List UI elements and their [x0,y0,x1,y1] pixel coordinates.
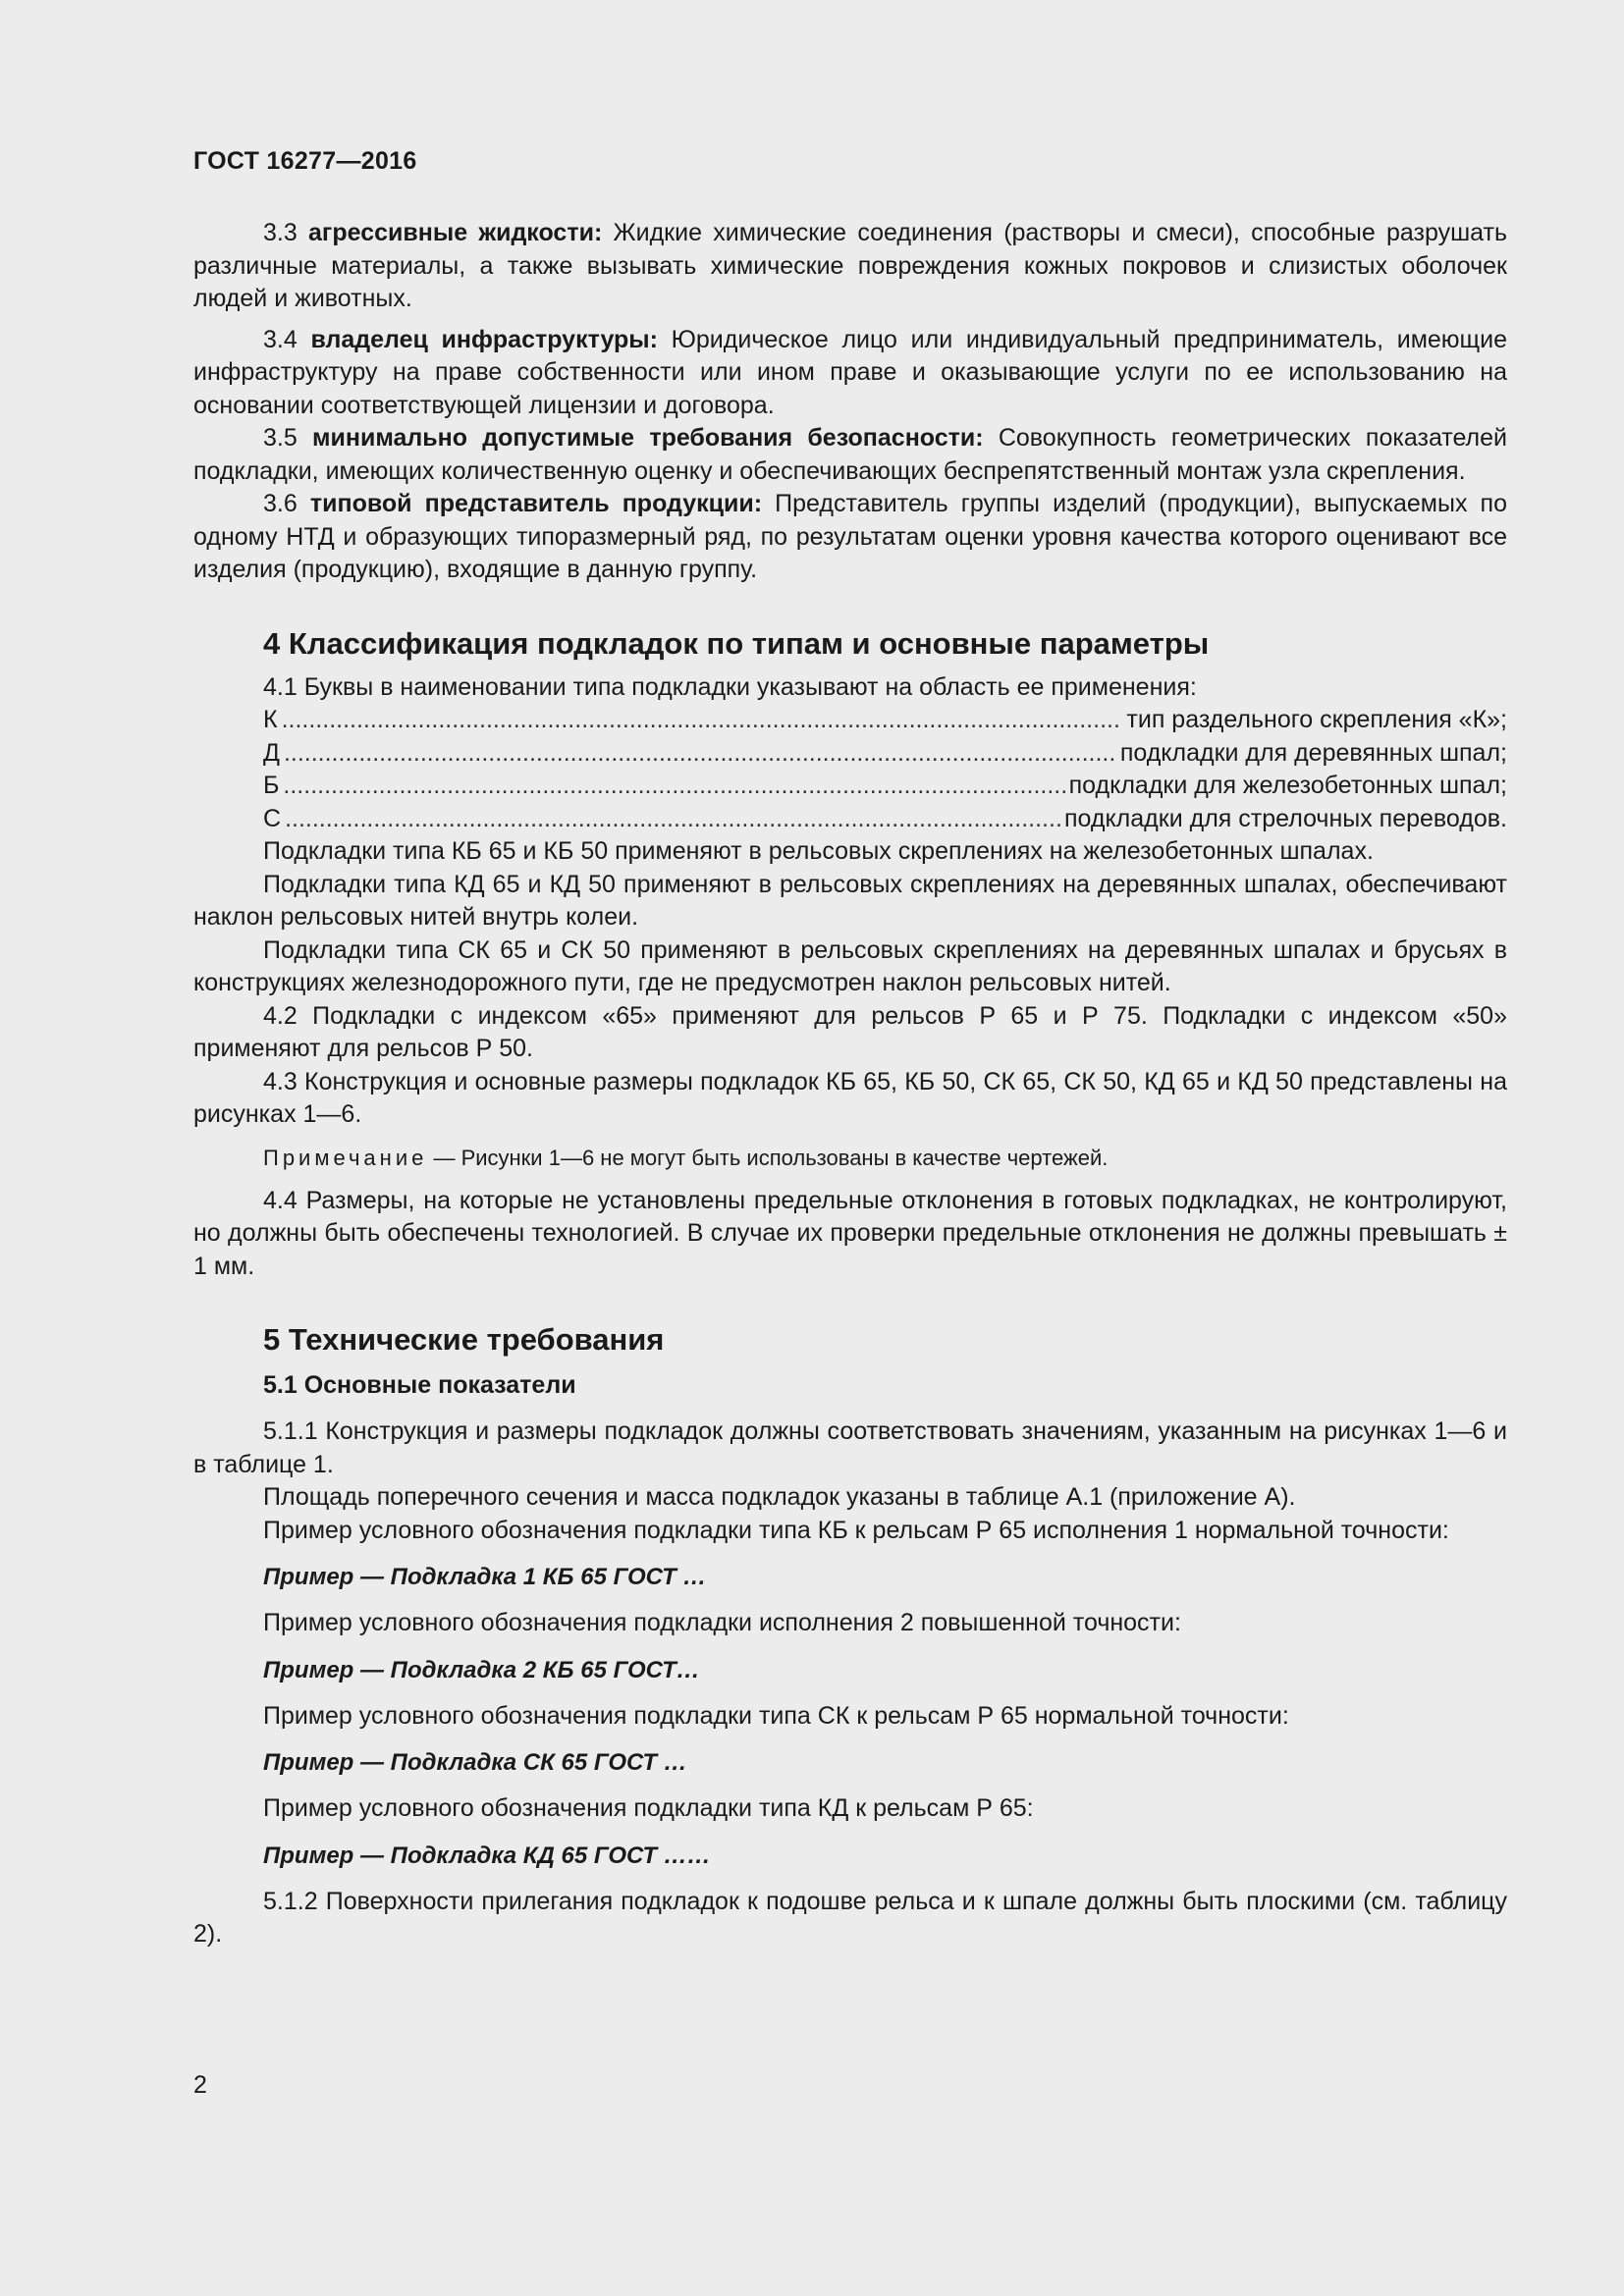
letter-row-d: Д ..... подкладки для деревянных шпал; [193,737,1507,771]
letter-row-b: Б ..... подкладки для железобетонных шпал; [193,770,1507,803]
example-1: Пример — Подкладка 1 КБ 65 ГОСТ … [263,1564,707,1590]
note-label: Примечание [263,1145,428,1170]
note [193,1144,1507,1173]
subsection-5-1-title: 5.1 Основные показатели [263,1371,576,1399]
para-4-4: 4.4 Размеры, на которые не установлены предельные отклонения в готовых подкладках, не контролируют, но должны быть обеспечены технологией. В случае их проверки предельные отклонения не должны превышать ± 1 мм. [193,1186,1507,1280]
term-3-5: 3.5 минимально допустимые требования безопасности: Совокупность геометрических показателей подкладки, имеющих количественную оценку и обеспечивающих беспрепятственный монтаж узла скрепления. [193,424,1508,485]
para-4-1: 4.1 Буквы в наименовании типа подкладки указывают на область ее применения: [263,672,1197,701]
section-4-title: 4 Классификация подкладок по типам и основные параметры [263,625,1210,661]
example-2: Пример — Подкладка 2 КБ 65 ГОСТ… [263,1656,700,1683]
document-header: ГОСТ 16277—2016 [193,147,417,175]
term-3-4: 3.4 владелец инфраструктуры: Юридическое лицо или индивидуальный предприниматель, имеющие инфраструктуру на праве собственности или ином праве и оказывающие услуги по ее использованию на основании соответствующей лицензии и договора. [193,325,1507,419]
para-4-3: 4.3 Конструкция и основные размеры подкладок КБ 65, КБ 50, СК 65, СК 50, КД 65 и КД 50 представлены на рисунках 1—6. [193,1067,1507,1128]
section-5-title: 5 Технические требования [263,1322,665,1357]
para-area: Площадь поперечного сечения и масса подкладок указаны в таблице А.1 (приложение А). [263,1483,1296,1511]
para-example-3-intro: Пример условного обозначения подкладки типа СК к рельсам Р 65 нормальной точности: [263,1701,1289,1730]
term-3-3: 3.3 агрессивные жидкости: Жидкие химические соединения (растворы и смеси), способные разрушать различные материалы, а также вызывать химические повреждения кожных покровов и слизистых оболочек людей и животных. [193,219,1507,312]
para-sk: Подкладки типа СК 65 и СК 50 применяют в рельсовых скреплениях на деревянных шпалах и брусьях в конструкциях железнодорожного пути, где не предусмотрен наклон рельсовых нитей. [193,935,1507,996]
example-4: Пример — Подкладка КД 65 ГОСТ …… [263,1842,711,1869]
para-kd: Подкладки типа КД 65 и КД 50 применяют в рельсовых скреплениях на деревянных шпалах, обеспечивают наклон рельсовых нитей внутрь колеи. [193,870,1507,931]
document-page [193,147,1507,2110]
letter-row-s: С ..... подкладки для стрелочных переводов. [193,803,1507,836]
para-5-1-1: 5.1.1 Конструкция и размеры подкладок должны соответствовать значениям, указанным на рисунках 1—6 и в таблице 1. [193,1417,1507,1478]
term-3-6: 3.6 типовой представитель продукции: Представитель группы изделий (продукции), выпускаемых по одному НТД и образующих типоразмерный ряд, по результатам оценки уровня качества которого оценивают все изделия (продукцию), входящие в данную группу. [193,490,1507,583]
para-example-2-intro: Пример условного обозначения подкладки исполнения 2 повышенной точности: [263,1609,1181,1636]
example-3: Пример — Подкладка СК 65 ГОСТ … [263,1749,687,1776]
para-example-4-intro: Пример условного обозначения подкладки типа КД к рельсам Р 65: [263,1794,1034,1822]
letter-row-k: К ..... тип раздельного скрепления «К»; [193,704,1507,737]
para-5-1-2: 5.1.2 Поверхности прилегания подкладок к подошве рельса и к шпале должны быть плоскими (см. таблицу 2). [193,1887,1507,1948]
note-text: — Рисунки 1—6 не могут быть использованы в качестве чертежей. [427,1145,1109,1170]
para-4-2: 4.2 Подкладки с индексом «65» применяют для рельсов Р 65 и Р 75. Подкладки с индексом «50» применяют для рельсов Р 50. [193,1001,1507,1062]
para-kb: Подкладки типа КБ 65 и КБ 50 применяют в рельсовых скреплениях на железобетонных шпалах. [263,837,1374,865]
page-number: 2 [193,2071,207,2099]
para-example-1-intro: Пример условного обозначения подкладки типа КБ к рельсам Р 65 исполнения 1 нормальной точности: [263,1516,1449,1544]
